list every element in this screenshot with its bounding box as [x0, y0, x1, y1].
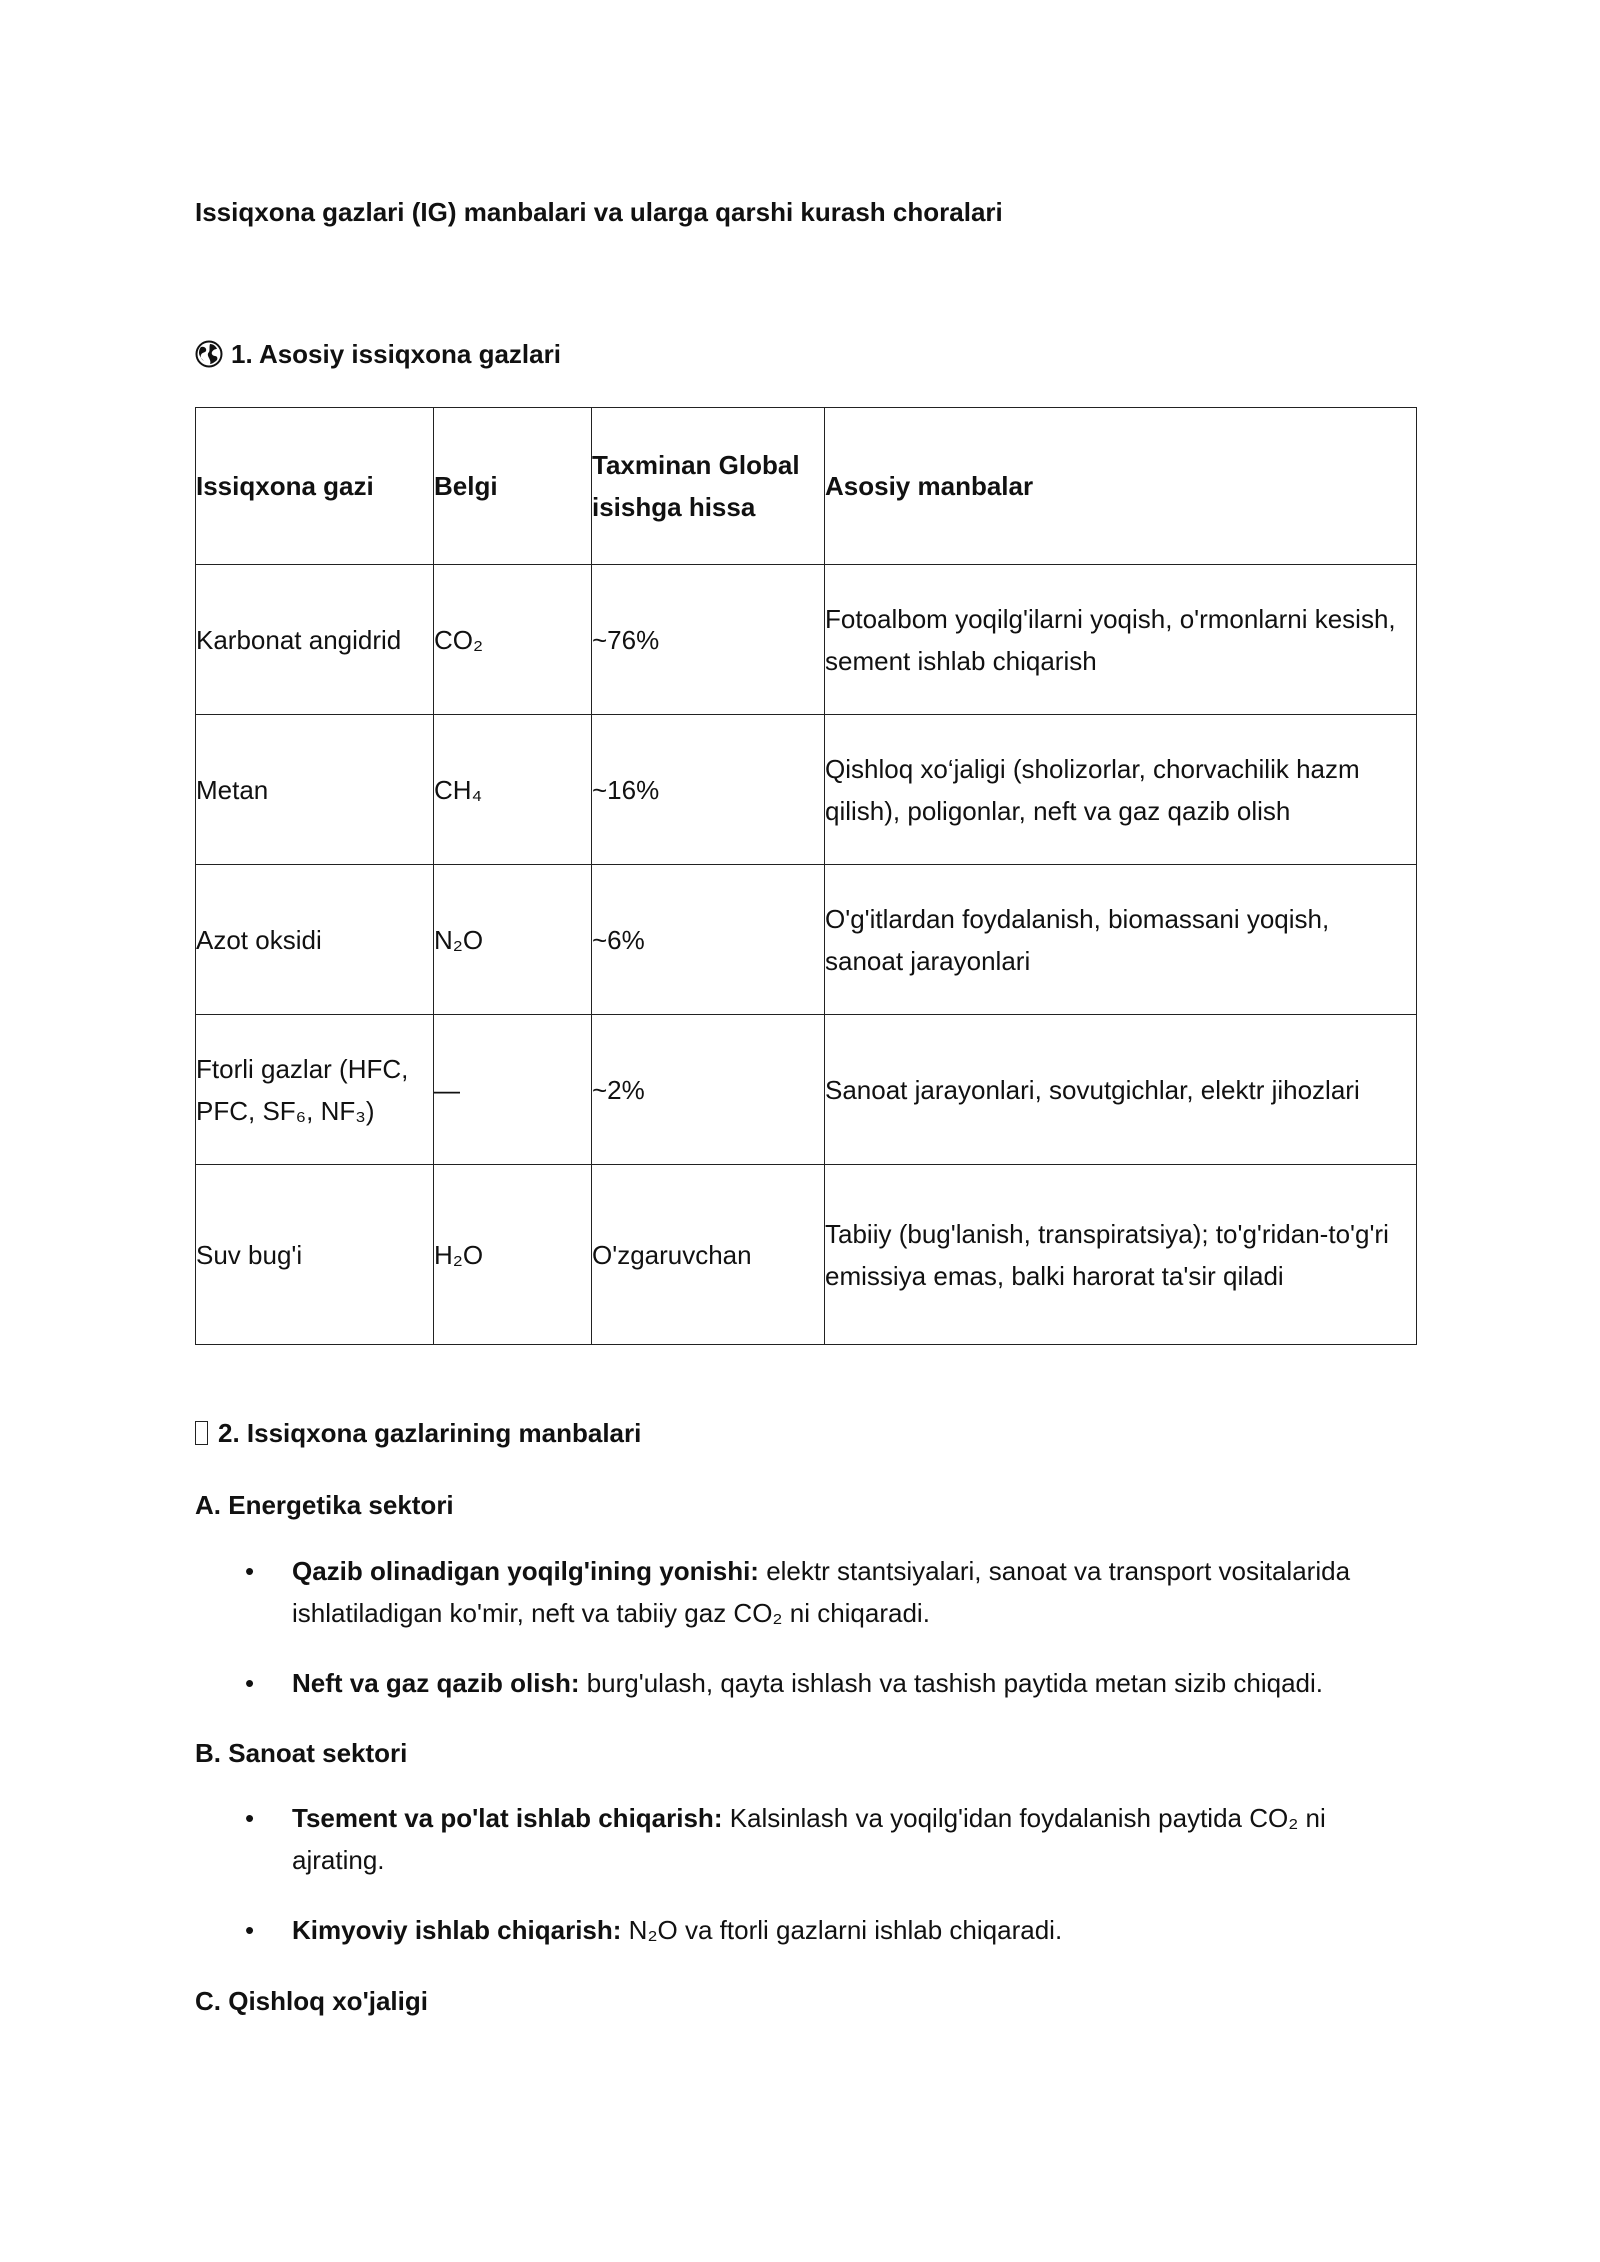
list-item-text: elektr stantsiyalari, sanoat va transport vositalarida ishlatiladigan ko'mir, neft va tabiiy gaz CO₂ ni chiqaradi. — [292, 1556, 1351, 1628]
table-row — [196, 565, 1417, 715]
missing-glyph-icon — [195, 1421, 208, 1445]
section-1-heading-text: 1. Asosiy issiqxona gazlari — [231, 339, 561, 369]
section-1-heading — [195, 336, 561, 372]
globe-icon — [195, 340, 223, 368]
list-item-label: Neft va gaz qazib olish: — [292, 1668, 580, 1698]
list-item-label: Kimyoviy ishlab chiqarish: — [292, 1915, 622, 1945]
cell-gas: Metan — [196, 715, 434, 865]
table-row — [196, 715, 1417, 865]
cell-share: ~76% — [592, 565, 825, 715]
bullet-icon: • — [245, 1556, 255, 1586]
cell-sources: Fotoalbom yoqilg'ilarni yoqish, o'rmonlarni kesish, sement ishlab chiqarish — [825, 565, 1417, 715]
greenhouse-gas-table — [195, 407, 1417, 1345]
cell-share: ~16% — [592, 715, 825, 865]
list-item-label: Tsement va po'lat ishlab chiqarish: — [292, 1803, 723, 1833]
cell-gas: Karbonat angidrid — [196, 565, 434, 715]
section-2-heading-text: 2. Issiqxona gazlarining manbalari — [218, 1418, 642, 1448]
list-item-text: burg'ulash, qayta ishlash va tashish paytida metan sizib chiqadi. — [579, 1668, 1324, 1698]
cell-gas: Ftorli gazlar (HFC, PFC, SF₆, NF₃) — [196, 1015, 434, 1165]
cell-sources: Tabiiy (bug'lanish, transpiratsiya); to'g'ridan-to'g'ri emissiya emas, balki harorat ta'sir qiladi — [825, 1165, 1417, 1345]
list-item — [245, 1909, 1412, 1951]
cell-symbol: — — [434, 1015, 592, 1165]
table-row — [196, 865, 1417, 1015]
table-row — [196, 1015, 1417, 1165]
header-gas: Issiqxona gazi — [196, 408, 434, 565]
bullet-icon: • — [245, 1668, 255, 1698]
section-2-heading — [195, 1415, 641, 1451]
cell-sources: Qishloq xo‘jaligi (sholizorlar, chorvachilik hazm qilish), poligonlar, neft va gaz qazib olish — [825, 715, 1417, 865]
document-title: Issiqxona gazlari (IG) manbalari va ularga qarshi kurash choralari — [195, 197, 1003, 227]
cell-symbol: CO₂ — [434, 565, 592, 715]
cell-symbol: N₂O — [434, 865, 592, 1015]
list-item — [245, 1797, 1412, 1881]
cell-symbol: H₂O — [434, 1165, 592, 1345]
table-row — [196, 1165, 1417, 1345]
list-item-label: Qazib olinadigan yoqilg'ining yonishi: — [292, 1556, 759, 1586]
bullet-icon: • — [245, 1803, 255, 1833]
subsection-heading-agriculture: C. Qishloq xo'jaligi — [195, 1986, 428, 2016]
list-item — [245, 1550, 1412, 1634]
cell-symbol: CH₄ — [434, 715, 592, 865]
list-item-text: Kalsinlash va yoqilg'idan foydalanish paytida CO₂ ni ajrating. — [292, 1803, 1326, 1875]
cell-sources: O'g'itlardan foydalanish, biomassani yoqish, sanoat jarayonlari — [825, 865, 1417, 1015]
cell-gas: Azot oksidi — [196, 865, 434, 1015]
subsection-heading-energy: A. Energetika sektori — [195, 1490, 454, 1520]
bullet-icon: • — [245, 1915, 255, 1945]
cell-sources: Sanoat jarayonlari, sovutgichlar, elektr jihozlari — [825, 1015, 1417, 1165]
header-sources: Asosiy manbalar — [825, 408, 1417, 565]
cell-gas: Suv bug'i — [196, 1165, 434, 1345]
header-share: Taxminan Global isishga hissa — [592, 408, 825, 565]
cell-share: ~2% — [592, 1015, 825, 1165]
table-header-row — [196, 408, 1417, 565]
subsection-heading-industry: B. Sanoat sektori — [195, 1738, 408, 1768]
header-symbol: Belgi — [434, 408, 592, 565]
cell-share: O'zgaruvchan — [592, 1165, 825, 1345]
cell-share: ~6% — [592, 865, 825, 1015]
list-item — [245, 1662, 1412, 1704]
list-item-text: N₂O va ftorli gazlarni ishlab chiqaradi. — [621, 1915, 1063, 1945]
